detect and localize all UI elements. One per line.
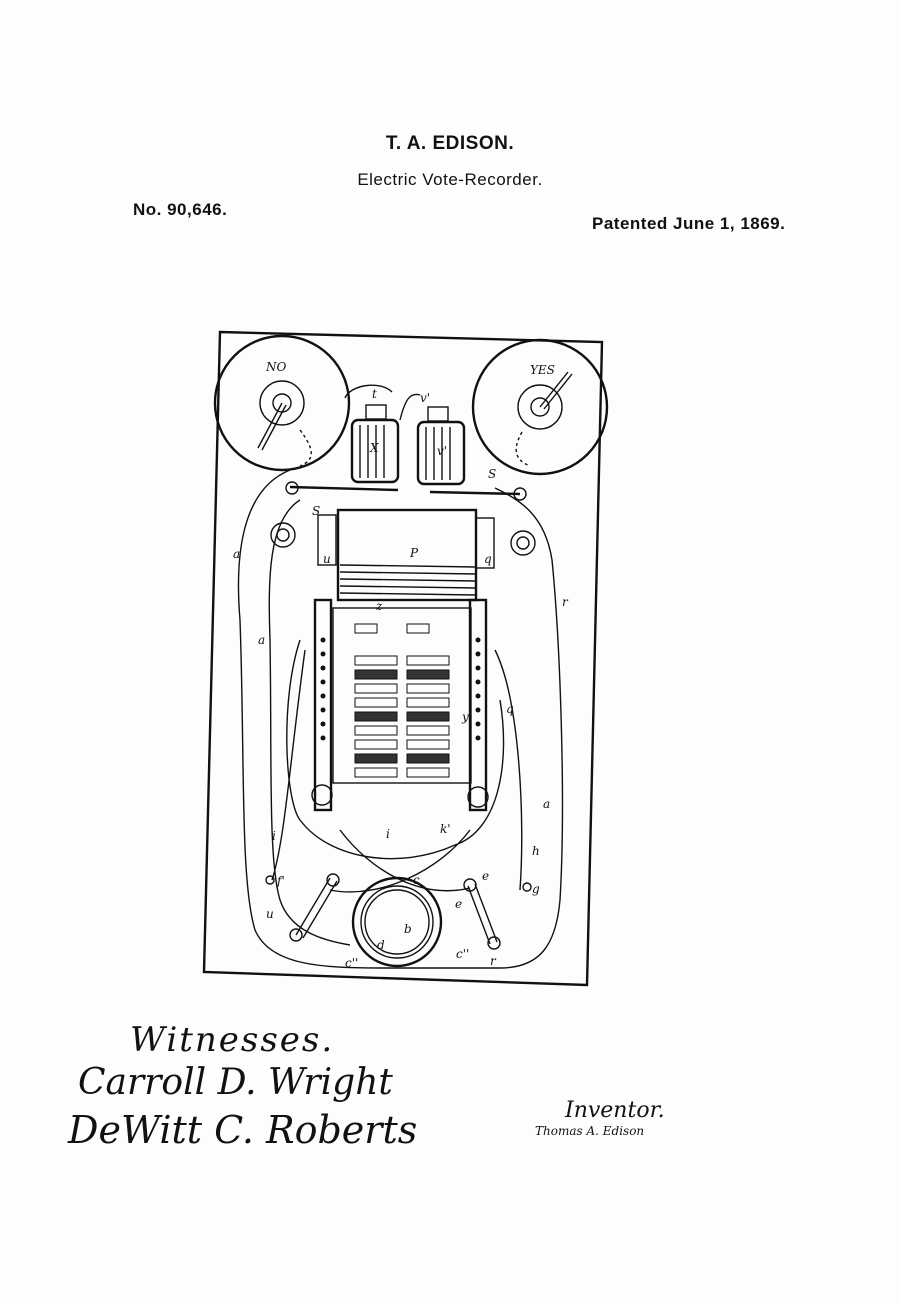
reference-letter: v' <box>437 444 448 458</box>
patent-inventor-name: T. A. EDISON. <box>385 133 515 154</box>
reference-letter: c'' <box>345 956 359 970</box>
armature-bar <box>290 487 520 494</box>
rail-contact-dot <box>476 694 481 699</box>
rail-contact-dot <box>476 666 481 671</box>
reference-letter: g <box>532 882 540 896</box>
yes-dial <box>473 340 607 474</box>
rail-contact-dot <box>476 722 481 727</box>
name-plate <box>355 656 397 665</box>
name-plate <box>407 684 449 693</box>
no-dial-label: NO <box>266 360 287 374</box>
reference-letter: q <box>506 702 514 716</box>
reference-letter: i <box>386 827 390 841</box>
rail-contact-dot <box>321 638 326 643</box>
rail-contact-dot <box>476 680 481 685</box>
reference-letter: z <box>376 599 383 613</box>
rail-contact-dot <box>321 722 326 727</box>
rail-contact-dot <box>476 652 481 657</box>
name-plate <box>355 624 377 633</box>
name-plates <box>355 624 449 777</box>
patent-number: No. 90,646. <box>133 200 228 219</box>
name-plate <box>407 656 449 665</box>
name-plate <box>355 754 397 763</box>
reference-letter: r <box>562 595 568 609</box>
reference-letter: a <box>233 547 241 561</box>
name-plate <box>355 684 397 693</box>
reference-letter: c <box>413 873 420 887</box>
reference-letter: y <box>462 710 469 724</box>
rail-contact-dot <box>321 680 326 685</box>
rail-contact-dot <box>476 736 481 741</box>
name-plate <box>355 768 397 777</box>
reference-letter: c'' <box>456 947 470 961</box>
name-plate <box>407 712 449 721</box>
name-plate <box>407 754 449 763</box>
name-plate <box>407 726 449 735</box>
reference-letter: u <box>323 552 331 566</box>
rail-contact-dot <box>321 736 326 741</box>
reference-letter: q <box>484 552 492 566</box>
reference-letter: e <box>482 869 490 883</box>
left-rail <box>315 600 331 810</box>
reference-letter: d <box>377 938 385 952</box>
name-plate <box>355 712 397 721</box>
reference-letter: a <box>258 633 266 647</box>
inventor-signature: Thomas A. Edison <box>535 1124 645 1138</box>
reference-letter: a <box>543 797 551 811</box>
rail-contact-dot <box>476 638 481 643</box>
patent-date: Patented June 1, 1869. <box>592 214 786 233</box>
reference-letter: v' <box>420 391 431 405</box>
reference-letters <box>233 387 569 970</box>
name-plate-panel <box>333 608 471 783</box>
reference-letter: u <box>266 907 274 921</box>
rail-contact-dot <box>321 666 326 671</box>
reference-letter: r <box>490 954 496 968</box>
rail-contact-dot <box>476 708 481 713</box>
reference-letter: b <box>404 922 412 936</box>
witnesses-heading: Witnesses. <box>130 1020 335 1060</box>
name-plate <box>355 670 397 679</box>
name-plate <box>355 698 397 707</box>
reference-letter: t <box>372 387 377 401</box>
rail-contact-dot <box>321 652 326 657</box>
name-plate <box>407 670 449 679</box>
name-plate <box>355 726 397 735</box>
name-plate <box>407 740 449 749</box>
roller-label: P <box>410 546 419 560</box>
rail-contact-dot <box>321 708 326 713</box>
reference-letter: X <box>370 441 379 455</box>
name-plate <box>355 740 397 749</box>
reference-letter: S <box>488 467 497 481</box>
name-plate <box>407 698 449 707</box>
right-rail <box>470 600 486 810</box>
no-dial <box>215 336 349 470</box>
reference-letter: k' <box>440 822 451 836</box>
reference-letter: f' <box>277 874 285 888</box>
rail-contact-dot <box>321 694 326 699</box>
yes-dial-label: YES <box>530 363 555 377</box>
reference-letter: i <box>272 829 276 843</box>
patent-title: Electric Vote-Recorder. <box>357 170 543 189</box>
witness-signature-1: Carroll D. Wright <box>78 1062 393 1103</box>
inventor-heading: Inventor. <box>565 1098 665 1123</box>
reference-letter: e <box>455 897 463 911</box>
reference-letter: h <box>532 844 540 858</box>
reference-letter: S <box>312 504 321 518</box>
name-plate <box>407 624 429 633</box>
commutator <box>353 878 441 966</box>
paper-roller <box>318 510 494 600</box>
witness-signature-2: DeWitt C. Roberts <box>68 1108 418 1152</box>
rail-contacts <box>321 638 481 741</box>
name-plate <box>407 768 449 777</box>
